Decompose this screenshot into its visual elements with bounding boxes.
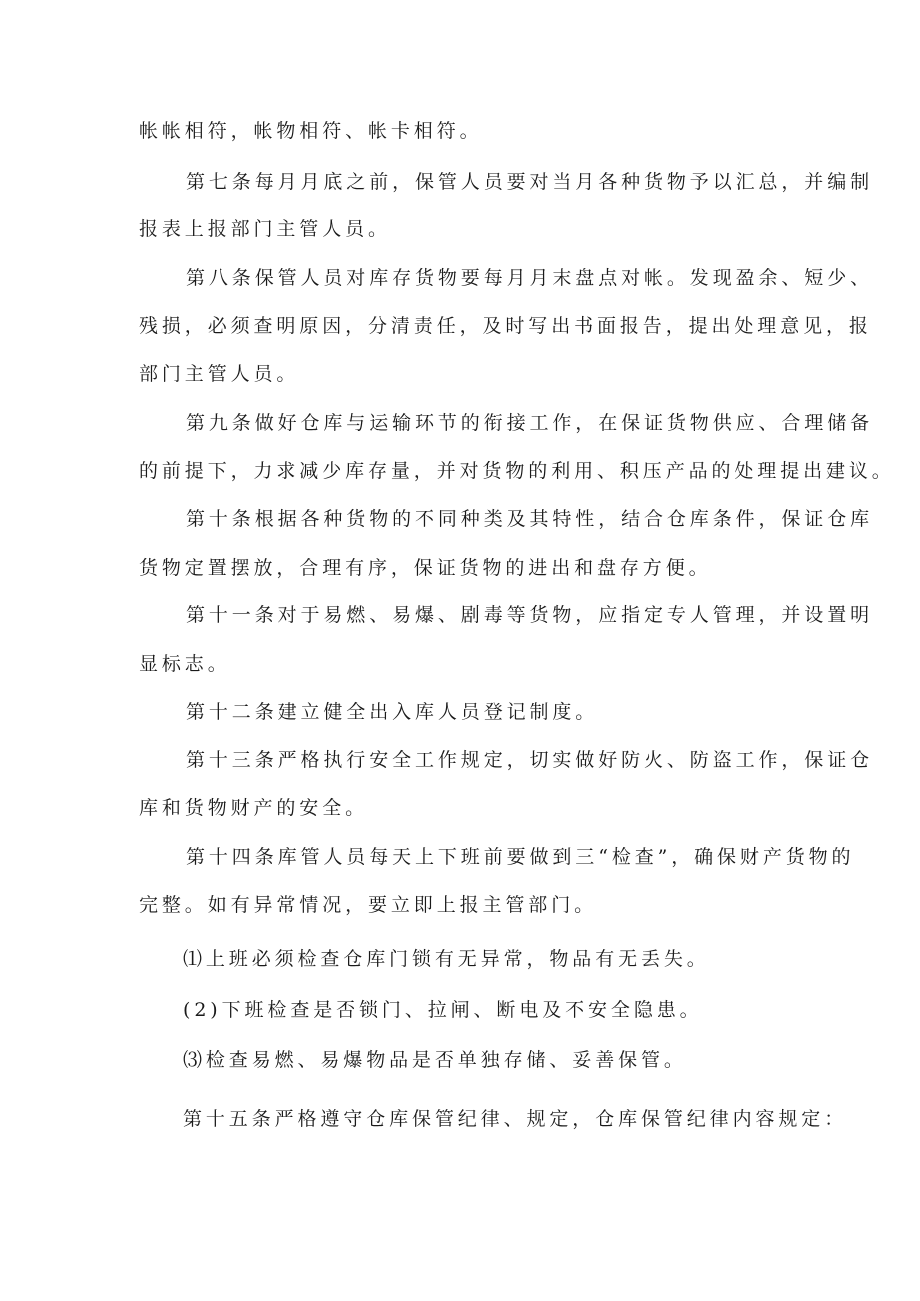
paragraph-line: 第七条每月月底之前，保管人员要对当月各种货物予以汇总，并编制 (186, 171, 874, 193)
paragraph-line: 报表上报部门主管人员。 (139, 218, 391, 240)
list-item: (2)下班检查是否锁门、拉闸、断电及不安全隐患。 (183, 999, 703, 1021)
paragraph-line: 完整。如有异常情况，要立即上报主管部门。 (139, 894, 598, 916)
paragraph-line: 第八条保管人员对库存货物要每月月末盘点对帐。发现盈余、短少、 (186, 267, 874, 289)
paragraph-line: 残损，必须查明原因，分清责任，及时写出书面报告，提出处理意见，报 (139, 315, 872, 337)
paragraph-line: 第十一条对于易燃、易爆、剧毒等货物，应指定专人管理，并设置明 (186, 604, 874, 626)
paragraph-line: 货物定置摆放，合理有序，保证货物的进出和盘存方便。 (139, 557, 712, 579)
list-item: ⑶检查易燃、易爆物品是否单独存储、妥善保管。 (183, 1049, 687, 1071)
paragraph-line: 部门主管人员。 (139, 363, 300, 385)
paragraph-line: 帐帐相符，帐物相符、帐卡相符。 (139, 120, 483, 142)
paragraph-line: 第十条根据各种货物的不同种类及其特性，结合仓库条件，保证仓库 (186, 508, 874, 530)
paragraph-line: 第十三条严格执行安全工作规定，切实做好防火、防盗工作，保证仓 (186, 749, 874, 771)
paragraph-line: 第九条做好仓库与运输环节的衔接工作，在保证货物供应、合理储备 (186, 412, 874, 434)
paragraph-line: 第十二条建立健全出入库人员登记制度。 (186, 701, 599, 723)
list-item: ⑴上班必须检查仓库门锁有无异常，物品有无丢失。 (183, 948, 710, 970)
paragraph-line: 显标志。 (139, 653, 231, 675)
paragraph-line: 第十四条库管人员每天上下班前要做到三“检查”，确保财产货物的 (186, 846, 855, 868)
paragraph-line: 库和货物财产的安全。 (139, 797, 369, 819)
paragraph-line: 的前提下，力求减少库存量，并对货物的利用、积压产品的处理提出建议。 (139, 460, 895, 482)
paragraph-line: 第十五条严格遵守仓库保管纪律、规定，仓库保管纪律内容规定： (183, 1108, 848, 1130)
